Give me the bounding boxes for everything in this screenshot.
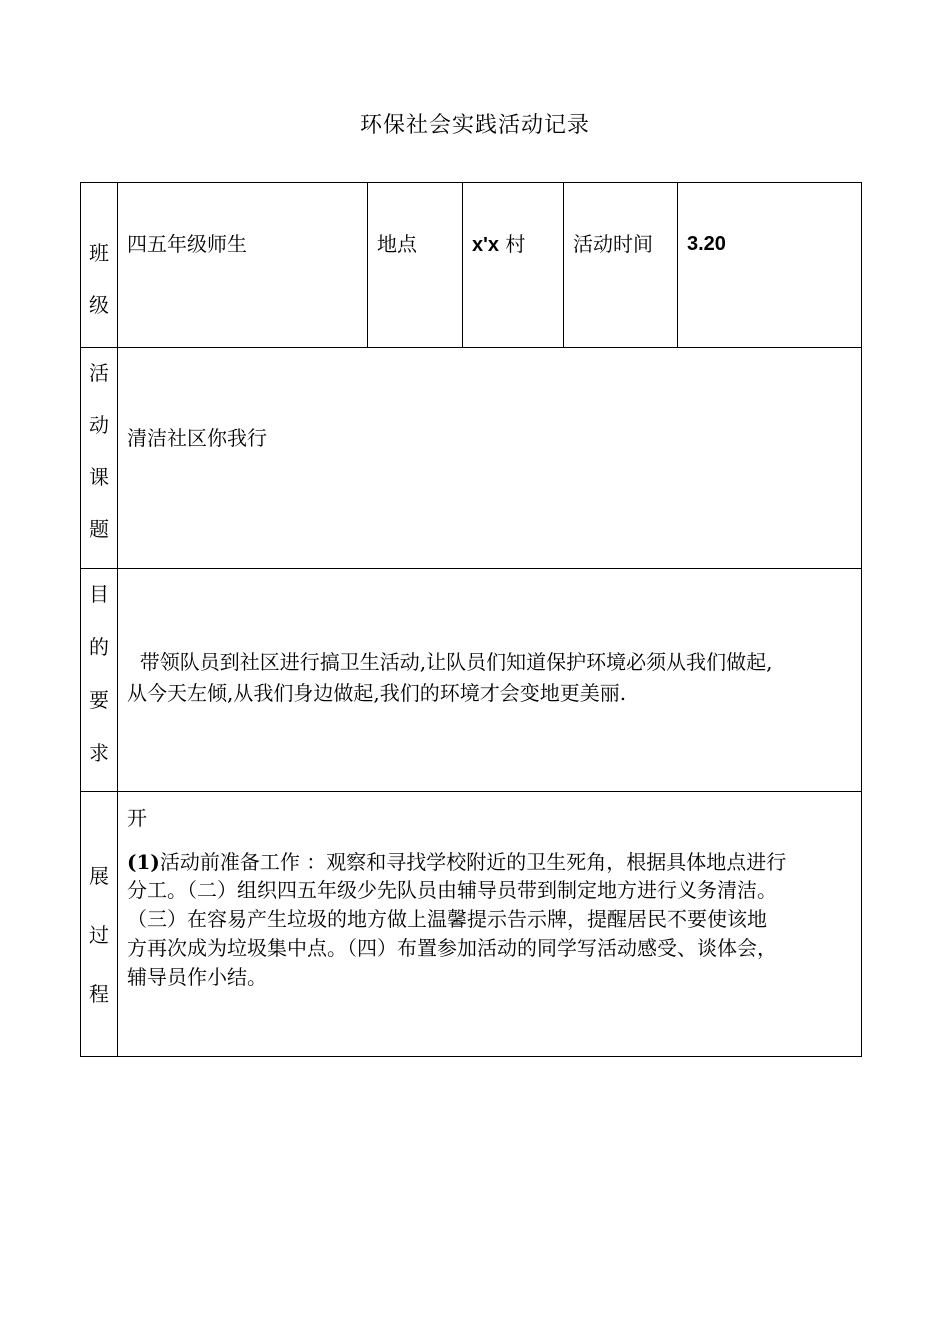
class-label-char: 级 xyxy=(89,293,109,317)
location-label: 地点 xyxy=(377,232,417,256)
row-divider xyxy=(81,568,861,569)
process-step-1 xyxy=(127,849,786,875)
purpose-line: 从今天左倾,从我们身边做起,我们的环境才会变地更美丽. xyxy=(127,681,627,705)
class-label-char: 班 xyxy=(89,241,109,265)
class-value: 四五年级师生 xyxy=(127,232,247,256)
topic-label-char: 题 xyxy=(89,517,109,541)
row-divider xyxy=(81,347,861,348)
process-label-char: 过 xyxy=(89,923,109,947)
column-divider xyxy=(563,183,564,347)
column-divider xyxy=(677,183,678,347)
process-open-char: 开 xyxy=(127,806,147,830)
process-label xyxy=(81,847,117,1024)
column-divider xyxy=(117,183,118,1056)
topic-label-char: 动 xyxy=(89,413,109,437)
topic-label xyxy=(81,347,117,555)
process-label-char: 展 xyxy=(89,864,109,888)
topic-label-char: 活 xyxy=(89,361,109,385)
process-line: （三）在容易产生垃圾的地方做上温馨提示告示牌，提醒居民不要使该地 xyxy=(127,907,767,931)
location-value xyxy=(472,231,525,258)
purpose-label-char: 的 xyxy=(89,635,109,659)
purpose-label-char: 要 xyxy=(89,688,109,712)
topic-label-char: 课 xyxy=(89,465,109,489)
process-line: 分工。（二）组织四五年级少先队员由辅导员带到制定地方进行义务清洁。 xyxy=(127,878,777,902)
row-divider xyxy=(81,791,861,792)
time-label: 活动时间 xyxy=(573,232,653,256)
purpose-label-char: 目 xyxy=(89,582,109,606)
purpose-line: 带领队员到社区进行搞卫生活动,让队员们知道保护环境必须从我们做起, xyxy=(127,650,773,674)
class-label xyxy=(81,227,117,331)
purpose-label xyxy=(81,568,117,780)
process-line: 方再次成为垃圾集中点。（四）布置参加活动的同学写活动感受、谈体会， xyxy=(127,936,777,960)
location-value-code: x'x xyxy=(472,234,500,256)
location-value-village: 村 xyxy=(505,232,526,256)
process-step-number: (1) xyxy=(127,850,160,874)
record-table xyxy=(80,182,862,1057)
topic-value: 清洁社区你我行 xyxy=(127,426,267,450)
column-divider xyxy=(367,183,368,347)
process-label-char: 程 xyxy=(89,982,109,1006)
document-title: 环保社会实践活动记录 xyxy=(359,113,590,138)
process-step-text: 活动前准备工作 ：观察和寻找学校附近的卫生死角，根据具体地点进行 xyxy=(159,850,787,874)
time-value: 3.20 xyxy=(687,233,726,255)
process-line: 辅导员作小结。 xyxy=(127,965,267,989)
purpose-label-char: 求 xyxy=(89,741,109,765)
column-divider xyxy=(462,183,463,347)
